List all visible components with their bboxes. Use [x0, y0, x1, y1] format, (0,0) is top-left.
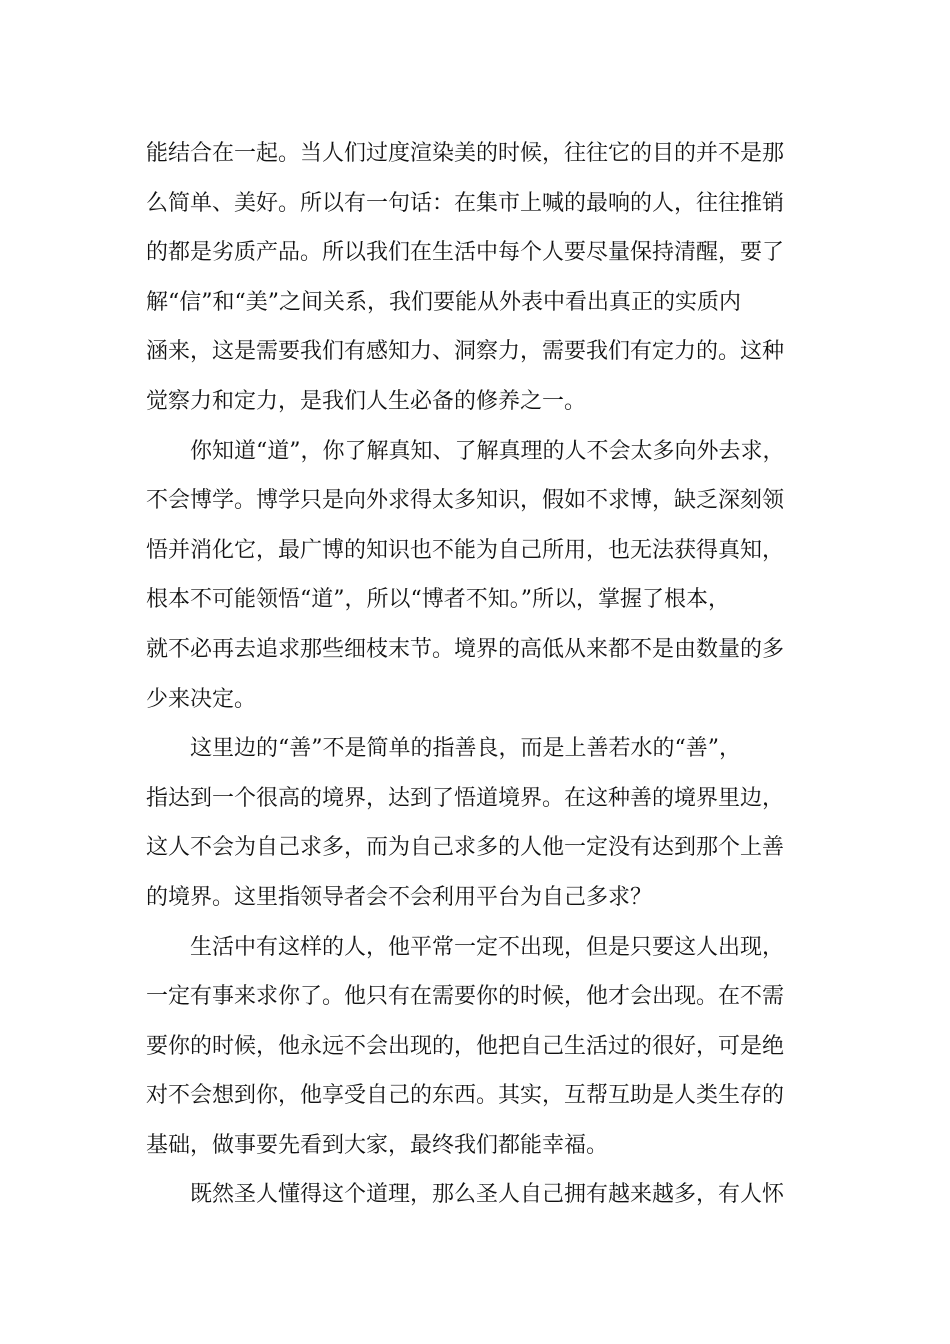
text-line: 这人不会为自己求多，而为自己求多的人他一定没有达到那个上善: [146, 835, 785, 861]
text-line: 就不必再去追求那些细枝末节。境界的高低从来都不是由数量的多: [146, 636, 785, 662]
text-line: 解“信”和“美”之间关系，我们要能从外表中看出真正的实质内: [146, 289, 741, 315]
paragraph-first-line: 生活中有这样的人，他平常一定不出现，但是只要这人出现，: [190, 934, 785, 960]
text-line: 么简单、美好。所以有一句话：在集市上喊的最响的人，往往推销: [146, 190, 785, 216]
text-line: 能结合在一起。当人们过度渲染美的时候，往往它的目的并不是那: [146, 141, 785, 166]
text-line: 的境界。这里指领导者会不会利用平台为自己多求？: [146, 884, 653, 910]
text-line: 不会博学。博学只是向外求得太多知识，假如不求博，缺乏深刻领: [146, 488, 785, 514]
body-text: [146, 129, 818, 1220]
text-line: 一定有事来求你了。他只有在需要你的时候，他才会出现。在不需: [146, 984, 785, 1010]
paragraph-first-line: 你知道“道”，你了解真知、了解真理的人不会太多向外去求，: [190, 438, 785, 464]
paragraph-first-line: 既然圣人懂得这个道理，那么圣人自己拥有越来越多，有人怀: [190, 1182, 785, 1208]
text-line: 少来决定。: [146, 686, 257, 712]
text-line: 指达到一个很高的境界，达到了悟道境界。在这种善的境界里边，: [146, 785, 785, 811]
text-line: 涵来，这是需要我们有感知力、洞察力，需要我们有定力的。这种: [146, 339, 785, 365]
text-line: 的都是劣质产品。所以我们在生活中每个人要尽量保持清醒，要了: [146, 240, 785, 266]
text-line: 要你的时候，他永远不会出现的，他把自己生活过的很好，可是绝: [146, 1033, 785, 1059]
text-line: 对不会想到你，他享受自己的东西。其实，互帮互助是人类生存的: [146, 1083, 785, 1109]
paragraph-first-line: 这里边的“善”不是简单的指善良，而是上善若水的“善”，: [190, 736, 741, 762]
text-line: 根本不可能领悟“道”，所以“博者不知。”所以，掌握了根本，: [146, 587, 730, 613]
text-line: 悟并消化它，最广博的知识也不能为自己所用，也无法获得真知，: [146, 537, 785, 563]
text-line: 基础，做事要先看到大家，最终我们都能幸福。: [146, 1132, 609, 1158]
text-line: 觉察力和定力，是我们人生必备的修养之一。: [146, 388, 587, 414]
